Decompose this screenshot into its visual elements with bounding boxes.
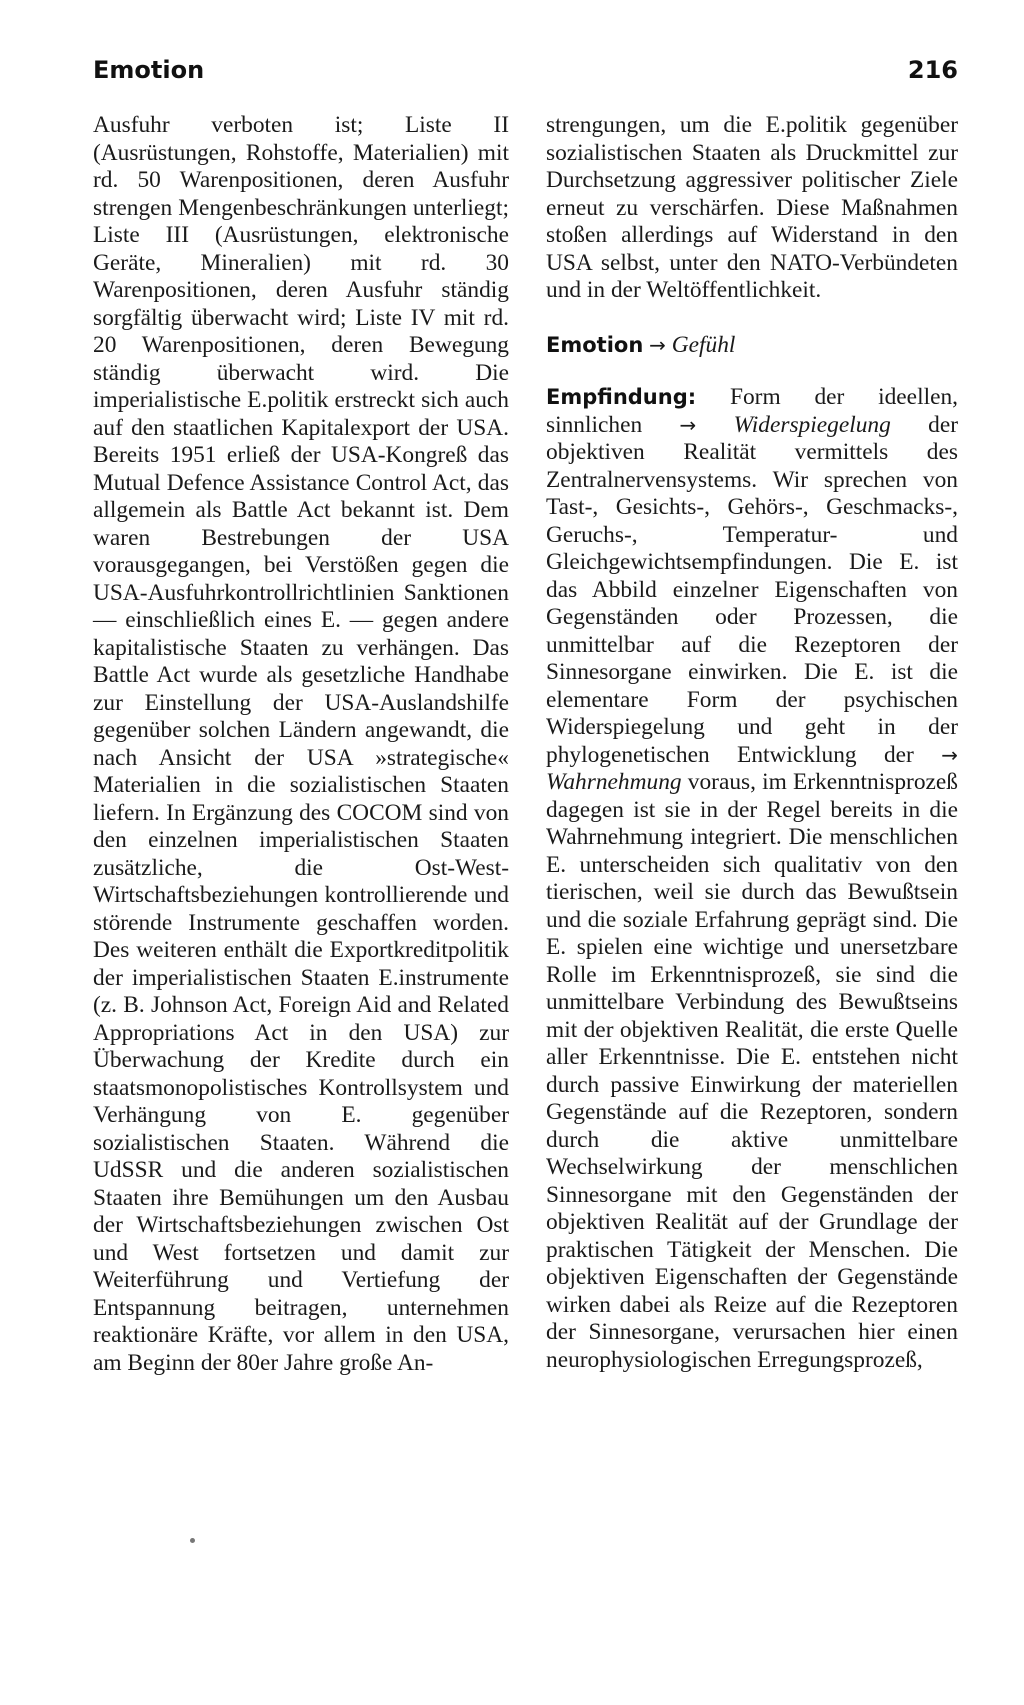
scan-speck: [190, 1538, 195, 1543]
cross-reference-widerspiegelung: Widerspiegelung: [733, 411, 891, 438]
left-column-text: Ausfuhr verboten ist; Liste II (Ausrüstungen, Rohstoffe, Materialien) mit rd. 50 Warenpositionen, deren Ausfuhr strengen Mengenbeschränkungen unterliegt; Liste III (Ausrüstungen, elektronische Geräte, Mineralien) mit rd. 30 Warenpositionen, deren Ausfuhr ständig sorgfältig überwacht wird; Liste IV mit rd. 20 Warenpositionen, deren Bewegung ständig überwacht wird. Die imperialistische E.politik erstreckt sich auch auf den staatlichen Kapitalexport der USA. Bereits 1951 erließ der USA-Kongreß das Mutual Defence Assistance Control Act, das allgemein als Battle Act bekannt ist. Dem waren Bestrebungen der USA vorausgegangen, bei Verstößen gegen die USA-Ausfuhrkontrollrichtlinien Sanktionen — einschließlich eines E. — gegen andere kapitalistische Staaten zu verhängen. Das Battle Act wurde als gesetzliche Handhabe zur Einstellung der USA-Auslandshilfe gegenüber solchen Ländern angewandt, die nach Ansicht der USA »strategische« Materialien in die sozialistischen Staaten liefern. In Ergänzung des COCOM sind von den einzelnen imperialistischen Staaten zusätzliche, die Ost-West-Wirtschaftsbeziehungen kontrollierende und störende Instrumente geschaffen worden. Des weiteren enthält die Exportkreditpolitik der imperialistischen Staaten E.instrumente (z. B. Johnson Act, Foreign Aid and Related Appropriations Act in den USA) zur Überwachung der Kredite durch ein staatsmonopolistisches Kontrollsystem und Verhängung von E. gegenüber sozialistischen Staaten. Während die UdSSR und die anderen sozialistischen Staaten ihre Bemühungen um den Ausbau der Wirtschaftsbeziehungen zwischen Ost und West fortsetzen und damit zur Weiterführung und Vertiefung der Entspannung beitragen, unternehmen reaktionäre Kräfte, vor allem in den USA, am Beginn der 80er Jahre große An-: [93, 112, 509, 1376]
entry-term-emotion: Emotion: [546, 332, 644, 357]
cross-reference-wahrnehmung: Wahrnehmung: [546, 769, 682, 795]
entry-text-2: der objektiven Realität vermittels des Zentralnervensystems. Wir sprechen von Tast-, Gesichts-, Gehörs-, Geschmacks-, Geruchs-, Temperatur- und Gleichgewichtsempfindungen. Die E. ist das Abbild einzelner Eigenschaften von Gegenständen oder Prozessen, die unmittelbar auf die Rezeptoren der Sinnesorgane einwirken. Die E. ist die elementare Form der psychischen Widerspiegelung und geht in der phylogenetischen Entwicklung der: [546, 411, 958, 768]
cross-reference-arrow-icon: →: [679, 412, 697, 437]
cross-reference-gefuehl: Gefühl: [671, 331, 736, 358]
left-column: [93, 112, 509, 1377]
entry-empfindung: [546, 384, 958, 1374]
entry-text-3: voraus, im Erkenntnisprozeß dagegen ist sie in der Regel bereits in die Wahrnehmung integriert. Die menschlichen E. unterscheiden sich qualitativ von den tierischen, weil sie durch das Bewußtsein und die soziale Erfahrung geprägt sind. Die E. spielen eine wichtige und unersetzbare Rolle im Erkenntnisprozeß, sie sind die unmittelbare Verbindung des Bewußtseins mit der objektiven Realität, die erste Quelle aller Erkenntnisse. Die E. entstehen nicht durch passive Einwirkung der materiellen Gegenstände auf die Rezeptoren, sondern durch die aktive unmittelbare Wechselwirkung der menschlichen Sinnesorgane mit den Gegenständen der objektiven Realität auf der Grundlage der praktischen Tätigkeit der Menschen. Die objektiven Eigenschaften der Gegenstände wirken dabei als Reize auf die Rezeptoren der Sinnesorgane, verursachen hier einen neurophysiologischen Erregungsprozeß,: [546, 769, 958, 1373]
running-head-title: Emotion: [93, 56, 205, 84]
entry-term-empfindung: Empfindung:: [546, 385, 697, 409]
page-header: [93, 56, 958, 92]
right-column: [546, 112, 958, 1374]
page-number: 216: [907, 56, 958, 84]
cross-reference-arrow-icon: →: [941, 742, 958, 767]
cross-reference-arrow-icon: →: [649, 332, 666, 357]
entry-emotion: [546, 332, 958, 360]
continuation-text: strengungen, um die E.politik gegenüber sozialistischen Staaten als Druckmittel zur Durchsetzung aggressiver politischer Ziele erneut zu verschärfen. Diese Maßnahmen stoßen allerdings auf Widerstand in den USA selbst, unter den NATO-Verbündeten und in der Weltöffentlichkeit.: [546, 112, 958, 303]
entry-text-1: Form der ideellen, sinnlichen: [546, 384, 958, 438]
